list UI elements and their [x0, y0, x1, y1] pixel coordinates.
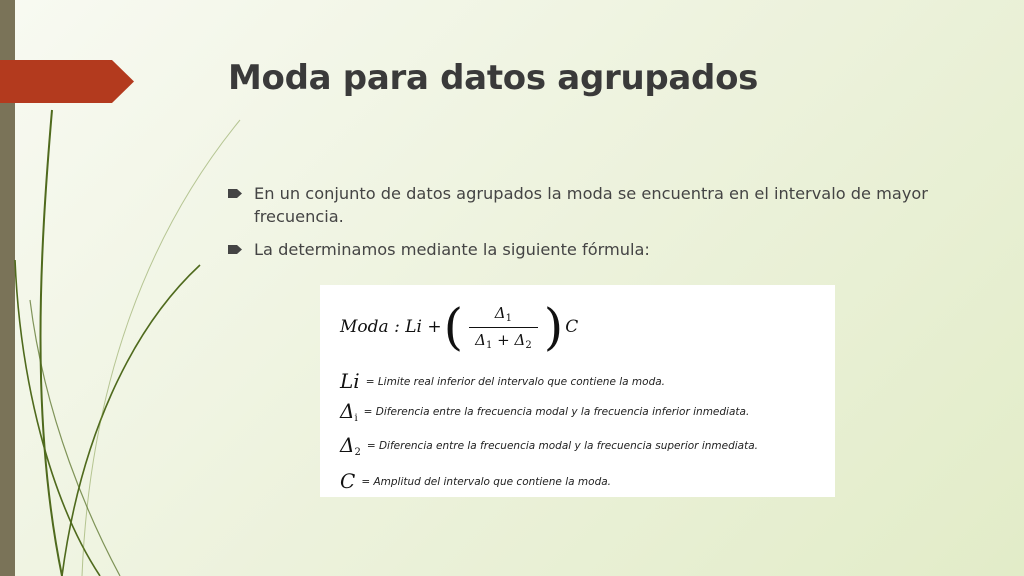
fraction-numerator: $\Delta_1$ — [494, 303, 512, 324]
bullet-item — [228, 182, 958, 228]
formula-li: Li — [405, 317, 422, 337]
definition-text: = Diferencia entre la frecuencia modal y la frecuencia superior inmediata. — [366, 439, 758, 452]
right-paren: ) — [543, 298, 564, 356]
definition-row — [340, 433, 758, 458]
bullet-list — [228, 182, 958, 271]
definition-text: = Diferencia entre la frecuencia modal y la frecuencia inferior inmediata. — [363, 405, 750, 418]
formula-image — [320, 285, 835, 497]
formula-label: Moda : — [340, 317, 400, 337]
definition-symbol: Li — [340, 369, 360, 393]
bullet-text: La determinamos mediante la siguiente fórmula: — [254, 240, 650, 259]
bullet-item — [228, 238, 958, 261]
slide-title: Moda para datos agrupados — [228, 58, 759, 98]
definition-row — [340, 469, 611, 494]
mode-formula — [340, 297, 578, 357]
formula-c: C — [565, 317, 579, 337]
definition-symbol: $\Delta_i$ — [340, 399, 358, 424]
fraction-denominator: $\Delta_1 + \Delta_2$ — [469, 327, 538, 351]
title-arrow-shape — [0, 60, 134, 103]
formula-fraction — [469, 304, 538, 351]
definition-text: = Amplitud del intervalo que contiene la moda. — [361, 475, 612, 488]
definition-row — [340, 399, 749, 424]
left-paren: ( — [443, 298, 464, 356]
formula-plus: + — [427, 317, 442, 337]
definition-symbol: C — [340, 469, 356, 493]
arrow-bullet-icon — [228, 189, 242, 198]
bullet-text: En un conjunto de datos agrupados la moda se encuentra en el intervalo de mayor frecuencia. — [254, 184, 928, 226]
arrow-bullet-icon — [228, 245, 242, 254]
definition-text: = Limite real inferior del intervalo que contiene la moda. — [365, 375, 666, 388]
definition-symbol: $\Delta_2$ — [340, 433, 361, 458]
definition-row — [340, 369, 665, 394]
